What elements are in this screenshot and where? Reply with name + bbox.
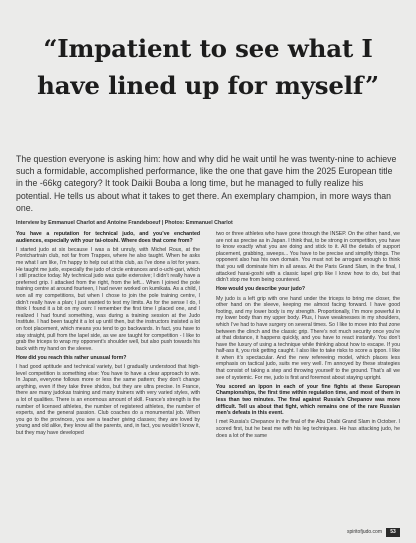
article-column-right [216, 231, 400, 523]
article-question: How did you reach this rather unusual form? [16, 354, 127, 361]
article-paragraph: My judo is a left grip with one hand under the triceps to bring me closer, the other hand on the sleeve, keeping me almost facing forward. I have good footing, and my lower body is my strength. Proportionally, I’m more powerful in my lower body than my upper body. Plus, I have weaknesses in my shoulders, which I’ve had to have surgery on several times. So I like to move into that zone between the clinch and the classic grip. There’s not much security once you’re at that distance, it happens quickly, and you have to react instantly. You don’t have the luxury of using a technique while thinking about how to escape. If you half-ass it, you risk getting caught. I also like to take risks to score a ippon. I like it when it’s spectacular. And the new refereeing model, which places less emphasis on tactical judo, suits me very well. I’m annoyed by these strategies that consist of taking a step and throwing yourself to the ground. That’s all we see of systemic. For me, judo is first and foremost about staying upright. [216, 295, 400, 381]
intro-paragraph: The question everyone is asking him: how and why did he wait until he was twenty-nine to achieve such a formidable, accomplished performance, like the one that gave him the 2025 European title in the -66kg category? It took Daikii Bouba a long time, but he managed to fully realize his potential. He tells us about what it takes to get there. An exemplary champion, in more ways than one. [16, 154, 397, 213]
article-question: You scored an ippon in each of your fine fights at these European Championships, the first time within regulation time, and most of them in less than two minutes. The final against Russia’s Chepanov was more difficult. Tell us about that fight, which remains one of the rare Russian men’s defeats in this event. [216, 383, 400, 417]
article-paragraph: I had good aptitude and technical variety, but I gradually understood that high-level competition is something else: You have to have a clear approach to win. In Japan, everyone follows more or less the same pattern; they don’t change anything, even if they take three shidos, but they are ultra precise. In France, there are many judokas training and many trainers with very varied styles, with a lot of qualities. There is an enormous amount of skill. France’s strength is the number of licensed athletes, the number of registered athletes, the number of experts, and the general passion. Club coaches do a monumental job. When you go to the provinces, you see a teacher giving classes; they are loved by young and old alike, they know all the parents, and, in fact, you wouldn’t know it, but they may have developed [16, 364, 200, 436]
article-question: How would you describe your judo? [216, 286, 306, 293]
page-footer [347, 528, 400, 537]
article-question: You have a reputation for technical judo, and you’ve enchanted audiences, especially with your tai-otoshi. Where does that come from? [16, 231, 200, 244]
article-column-left [16, 231, 200, 523]
footer-site: spiritofjudo.com [346, 529, 382, 535]
article-paragraph: two or three athletes who have gone through the INSEP. On the other hand, we are not as precise as in Japan. I think that, to be strong in competition, you have to know exactly what you are doing and stick to it. All the details of support placement, grabbing, sweeps... You have to be precise and simplify things. The opponent also has his own domain. You must not be arrogant enough to think that you will dominate him in all areas. At the Paris Grand Slam, in the final, I attacked harai-goshi with a classic lapel grip like I know how to do, but that didn’t stop me from being countered. [216, 231, 400, 284]
article-paragraph: I started judo at six because I was a bit unruly, with Michel Roux, at the Pontchartrain club, not far from Trappes, where he also taught. When he asks me what I am like, I’m happy to help out at this club, as I’ve done a lot for years. He taught me judo, especially the judo of circle entrances and o-uchi-gari, which I still practice today. My technical judo was quite extensive; I didn’t really have a preferred grip. I attacked from the right, from the left... When I joined the pole training centre at around fourteen, I had never worked on kumikata. As a child, I won all my competitions, but when I chose to join the pole training centre, I didn’t really have a plan; I just wanted to test my limits. As for the sense I do, I think I found it a bit on my own: I remember the first time I placed one, and I realized I had found something, was during a training session at the Judo Institute. I had been taught it a lot up until then, but the instructors insisted a lot on foot placement, which means you tend to go backwards. In fact, you have to stay straight, pull from the lapel side, as we are taught for competition - I like to grab the triceps to wrap my opponent’s shoulder well, but also push towards his back with my hand on the sleeve. [16, 246, 200, 352]
headline-line-1: “Impatient to see what I [43, 34, 373, 63]
headline-line-2: have lined up for myself” [37, 71, 379, 100]
headline [16, 30, 400, 104]
credits-line: Interview by Emmanuel Charlot and Antoine Frandeboeuf | Photos: Emmanuel Charlot [16, 220, 233, 226]
article-paragraph: I met Russia’s Chepanov in the final of the Abu Dhabi Grand Slam in October. I scored first, but he beat me with his leg techniques. He has attacking judo, he does a lot of the same [216, 419, 400, 439]
page-number: 53 [386, 528, 400, 537]
